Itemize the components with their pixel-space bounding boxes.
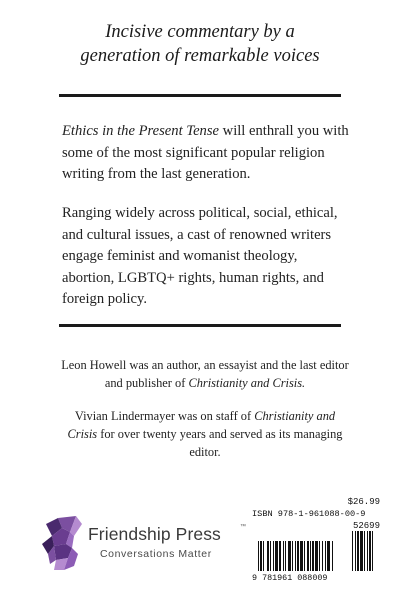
price-addon-number: 52699 xyxy=(352,521,380,531)
ean-left: 781961 xyxy=(262,573,293,583)
tagline-line-1: Incisive commentary by a xyxy=(105,22,295,42)
publisher-tagline: Conversations Matter xyxy=(100,548,212,560)
book-title: Ethics in the Present Tense xyxy=(62,123,219,139)
trademark-symbol: ™ xyxy=(240,524,246,530)
divider-top xyxy=(59,94,341,97)
publisher-logo xyxy=(40,512,245,572)
description-paragraph-2: Ranging widely across political, social, ethical, and cultural issues, a cast of renowned writers engage feminist and womanist theology, abortion, LGBTQ+ rights, human rights, and foreign policy. xyxy=(62,205,338,307)
author-bio-howell-text: Leon Howell was an author, an essayist and the last editor and publisher of xyxy=(61,358,349,390)
author-bio-lindermayer-text: Vivian Lindermayer was on staff of xyxy=(74,409,255,423)
description-paragraph-1-text: will enthrall you with some of the most significant popular religion writing from the last generation. xyxy=(62,123,349,182)
dove-hands-icon xyxy=(40,514,84,572)
ean-right: 088009 xyxy=(297,573,328,583)
ean-prefix: 9 xyxy=(252,573,258,583)
author-bio-howell xyxy=(60,356,350,392)
divider-bottom xyxy=(59,324,341,327)
publication-title: Christianity and Crisis. xyxy=(188,376,306,390)
barcode-icon xyxy=(252,519,384,581)
description-paragraph-1 xyxy=(62,121,352,186)
barcode-block xyxy=(252,495,384,585)
author-bio-lindermayer-text-end: for over twenty years and served as its managing editor. xyxy=(97,427,343,459)
ean-digits xyxy=(252,573,384,583)
author-bio-lindermayer xyxy=(60,407,350,461)
publisher-name: Friendship Press xyxy=(88,524,221,544)
tagline xyxy=(0,20,400,68)
price-label: $26.99 xyxy=(347,497,380,507)
publication-title: Christianity and Crisis xyxy=(67,409,336,441)
tagline-line-2: generation of remarkable voices xyxy=(80,46,320,66)
isbn-label: ISBN 978-1-961088-00-9 xyxy=(252,509,366,519)
